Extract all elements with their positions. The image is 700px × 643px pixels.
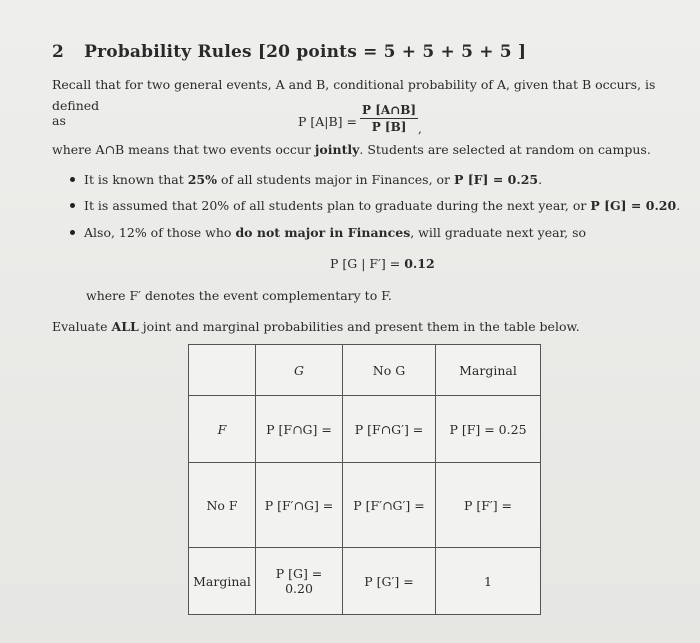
- table-cell: P [G] = 0.20: [256, 548, 343, 615]
- bullet-1-mid: of all students major in Finances, or: [217, 172, 455, 187]
- table-row: [189, 548, 541, 615]
- bullet-3-end: , will graduate next year, so: [410, 225, 587, 240]
- table-header-cell: No G: [343, 345, 436, 396]
- probability-table: [188, 344, 541, 615]
- where-line-bold: jointly: [314, 142, 360, 157]
- instruction-line: [52, 319, 580, 334]
- where-line-text: where A∩B means that two events occur: [52, 142, 315, 157]
- instruction-text: Evaluate: [52, 319, 112, 334]
- table-cell: 1: [436, 548, 541, 615]
- conditional-formula: [330, 256, 435, 271]
- table-cell: P [F′] =: [436, 463, 541, 548]
- table-header-row: [189, 345, 541, 396]
- instruction-end: joint and marginal probabilities and present them in the table below.: [138, 319, 580, 334]
- bullet-2: [70, 198, 680, 213]
- intro-line-1: Recall that for two general events, A and B, conditional probability of A, given that B occurs, is defined: [52, 77, 656, 113]
- formula-denominator: P [B]: [371, 120, 407, 134]
- table-cell: P [F∩G′] =: [343, 396, 436, 463]
- bullet-3-text: Also, 12% of those who: [84, 225, 236, 240]
- formula-lhs: P [A|B] =: [298, 114, 358, 129]
- table-row: [189, 463, 541, 548]
- bullet-2-bold: P [G] = 0.20: [590, 198, 677, 213]
- bullet-3-bold: do not major in Finances: [235, 225, 411, 240]
- table-cell: P [G′] =: [343, 548, 436, 615]
- bullet-2-end: .: [676, 198, 681, 213]
- bullet-1-bold-prob: P [F] = 0.25: [454, 172, 539, 187]
- table-cell: P [F′∩G′] =: [343, 463, 436, 548]
- bullet-1-bold-percent: 25%: [187, 172, 217, 187]
- where-line-end: . Students are selected at random on campus.: [359, 142, 651, 157]
- conditional-formula-value: 0.12: [404, 256, 435, 271]
- bullet-1-text: It is known that: [84, 172, 188, 187]
- conditional-formula-text: P [G | F′] =: [330, 256, 405, 271]
- section-title: Probability Rules [20 points = 5 + 5 + 5 + 5 ]: [84, 42, 527, 62]
- table-cell: P [F′∩G] =: [256, 463, 343, 548]
- where-f-line: where F′ denotes the event complementary to F.: [86, 288, 392, 303]
- table-header-cell: G: [256, 345, 343, 396]
- formula-comma: ,: [418, 122, 422, 136]
- bullet-2-text: It is assumed that 20% of all students plan to graduate during the next year, or: [84, 198, 591, 213]
- bullet-dot: [70, 177, 75, 182]
- instruction-bold: ALL: [111, 319, 139, 334]
- table-row: [189, 396, 541, 463]
- bullet-3: [70, 225, 586, 240]
- section-heading: [52, 42, 526, 62]
- table-cell: P [F∩G] =: [256, 396, 343, 463]
- table-row-label: No F: [189, 463, 256, 548]
- formula-fraction: [360, 103, 418, 134]
- intro-line-2: as: [52, 113, 66, 128]
- formula-numerator: P [A∩B]: [362, 103, 417, 117]
- where-line: [52, 142, 651, 157]
- table-header-cell: [189, 345, 256, 396]
- bullet-1-end: .: [538, 172, 543, 187]
- section-number: 2: [52, 42, 65, 62]
- table-header-cell: Marginal: [436, 345, 541, 396]
- bullet-1: [70, 172, 542, 187]
- bullet-dot: [70, 230, 75, 235]
- table-row-label: Marginal: [189, 548, 256, 615]
- table-cell: P [F] = 0.25: [436, 396, 541, 463]
- bullet-dot: [70, 203, 75, 208]
- table-row-label: F: [189, 396, 256, 463]
